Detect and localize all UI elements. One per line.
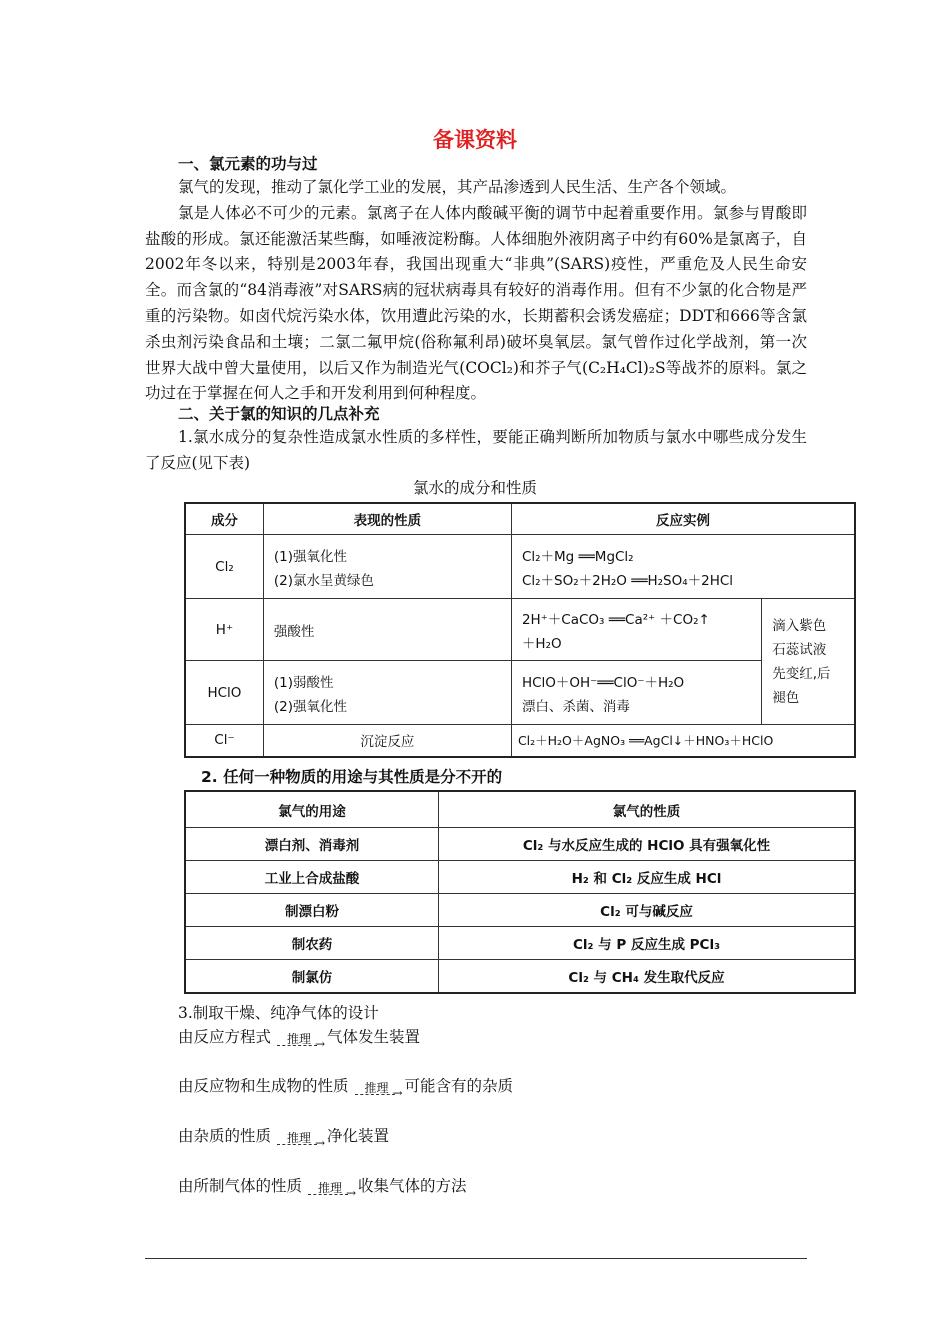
table-row xyxy=(185,927,855,960)
header-cell: 反应实例 xyxy=(511,503,855,535)
inference-arrow-icon: 推理 → xyxy=(275,1127,323,1147)
property-cell: Cl₂ 与水反应生成的 HClO 具有强氧化性 xyxy=(439,828,856,861)
property-cell: H₂ 和 Cl₂ 反应生成 HCl xyxy=(439,861,856,894)
arrow-label: 推理 xyxy=(287,1032,312,1046)
note-line: 石蕊试液 xyxy=(772,641,827,658)
section-2-intro xyxy=(145,425,807,477)
property-cell xyxy=(263,661,511,725)
property-cell: Cl₂ 与 P 反应生成 PCl₃ xyxy=(439,927,856,960)
paragraph: 氯气的发现，推动了氯化学工业的发展，其产品渗透到人民生活、生产各个领域。 xyxy=(178,178,737,196)
equation: ＋H₂O xyxy=(521,635,562,652)
property-cell: Cl₂ 可与碱反应 xyxy=(439,894,856,927)
arrow-label: 推理 xyxy=(318,1181,343,1195)
flow-source: 由杂质的性质 xyxy=(178,1127,272,1145)
page-title: 备课资料 xyxy=(433,127,517,152)
paragraph: 1.氯水成分的复杂性造成氯水性质的多样性，要能正确判断所加物质与氯水中哪些成分发生了反应(见下表) xyxy=(145,428,807,472)
use-cell: 制农药 xyxy=(185,927,439,960)
section-1-body xyxy=(145,175,807,407)
property-line: (1)弱酸性 xyxy=(273,674,334,691)
header-cell: 氯气的用途 xyxy=(185,791,439,828)
arrow-label: 推理 xyxy=(364,1081,389,1095)
property-cell: 强酸性 xyxy=(263,599,511,661)
paragraph: 氯是人体必不可少的元素。氯离子在人体内酸碱平衡的调节中起着重要作用。氯参与胃酸即盐酸的形成。氯还能激活某些酶，如唾液淀粉酶。人体细胞外液阴离子中约有60%是氯离子，自2002年冬以来，特别是2003年春，我国出现重大“非典”(SARS)疫性，严重危及人民生命安全。而含氯的“84消毒液”对SARS病的冠状病毒具有较好的消毒作用。但有不少氯的化合物是严重的污染物。如卤代烷污染水体，饮用遭此污染的水，长期蓄积会诱发癌症；DDT和666等含氯杀虫剂污染食品和土壤；二氯二氟甲烷(俗称氟利昂)破坏臭氧层。氯气曾作过化学战剂，第一次世界大战中曾大量使用，以后又作为制造光气(COCl₂)和芥子气(C₂H₄Cl)₂S等战芥的原料。氯之功过在于掌握在何人之手和开发利用到何种程度。 xyxy=(145,203,807,403)
table-row xyxy=(185,535,855,599)
flow-source: 由反应方程式 xyxy=(178,1028,272,1046)
property-line: (2)强氧化性 xyxy=(273,698,348,715)
property-cell xyxy=(263,535,511,599)
equation: 漂白、杀菌、消毒 xyxy=(521,698,630,715)
table-row xyxy=(185,894,855,927)
property-cell: 沉淀反应 xyxy=(263,725,511,757)
use-cell: 制漂白粉 xyxy=(185,894,439,927)
footer-rule xyxy=(145,1258,807,1259)
note-line: 滴入紫色 xyxy=(772,617,827,634)
equation: 2H⁺＋CaCO₃ ══Ca²⁺ ＋CO₂↑ xyxy=(521,611,710,628)
flow-source: 由所制气体的性质 xyxy=(178,1177,303,1195)
design-flow-step xyxy=(178,1174,467,1200)
example-cell: Cl₂＋H₂O＋AgNO₃ ══AgCl↓＋HNO₃＋HClO xyxy=(511,725,855,757)
subheading-2: 2. 任何一种物质的用途与其性质是分不开的 xyxy=(201,768,503,786)
table-row xyxy=(185,960,855,994)
note-line: 褪色 xyxy=(772,689,800,706)
example-cell xyxy=(511,535,855,599)
example-cell xyxy=(511,599,761,661)
inference-arrow-icon: 推理 → xyxy=(306,1177,354,1197)
table-caption: 氯水的成分和性质 xyxy=(412,479,537,497)
property-line: (1)强氧化性 xyxy=(273,548,348,565)
note-line: 先变红,后 xyxy=(772,665,831,682)
component-cell: Cl₂ xyxy=(185,535,263,599)
chlorine-water-table xyxy=(184,502,856,758)
arrow-label: 推理 xyxy=(287,1131,312,1145)
table-row xyxy=(185,661,855,725)
design-flow-step xyxy=(178,1074,514,1100)
table-row xyxy=(185,725,855,757)
flow-target: 气体发生装置 xyxy=(327,1028,421,1046)
table-row xyxy=(185,828,855,861)
flow-source: 由反应物和生成物的性质 xyxy=(178,1077,349,1095)
component-cell: Cl⁻ xyxy=(185,725,263,757)
equation: Cl₂＋SO₂＋2H₂O ══H₂SO₄＋2HCl xyxy=(521,572,734,589)
use-cell: 制氯仿 xyxy=(185,960,439,994)
design-flow-step xyxy=(178,1025,421,1051)
use-cell: 漂白剂、消毒剂 xyxy=(185,828,439,861)
component-cell: HClO xyxy=(185,661,263,725)
chlorine-uses-table xyxy=(184,790,856,994)
equation: HClO＋OH⁻══ClO⁻＋H₂O xyxy=(521,674,685,691)
component-cell: H⁺ xyxy=(185,599,263,661)
example-cell xyxy=(511,661,761,725)
property-cell: Cl₂ 与 CH₄ 发生取代反应 xyxy=(439,960,856,994)
table-header-row xyxy=(185,503,855,535)
table-row xyxy=(185,861,855,894)
header-cell: 成分 xyxy=(185,503,263,535)
subheading-3: 3.制取干燥、纯净气体的设计 xyxy=(178,1004,379,1022)
indicator-note-cell xyxy=(762,599,855,725)
section-2-heading: 二、关于氯的知识的几点补充 xyxy=(178,404,380,423)
property-line: (2)氯水呈黄绿色 xyxy=(273,572,375,589)
header-cell: 氯气的性质 xyxy=(439,791,856,828)
flow-target: 收集气体的方法 xyxy=(358,1177,467,1195)
flow-target: 可能含有的杂质 xyxy=(404,1077,514,1095)
header-cell: 表现的性质 xyxy=(263,503,511,535)
table-header-row xyxy=(185,791,855,828)
inference-arrow-icon: 推理 → xyxy=(353,1077,401,1097)
section-1-heading: 一、氯元素的功与过 xyxy=(178,154,318,173)
table-row xyxy=(185,599,855,661)
equation: Cl₂＋Mg ══MgCl₂ xyxy=(521,548,634,565)
flow-target: 净化装置 xyxy=(327,1127,390,1145)
inference-arrow-icon: 推理 → xyxy=(275,1028,323,1048)
use-cell: 工业上合成盐酸 xyxy=(185,861,439,894)
design-flow-step xyxy=(178,1124,390,1150)
